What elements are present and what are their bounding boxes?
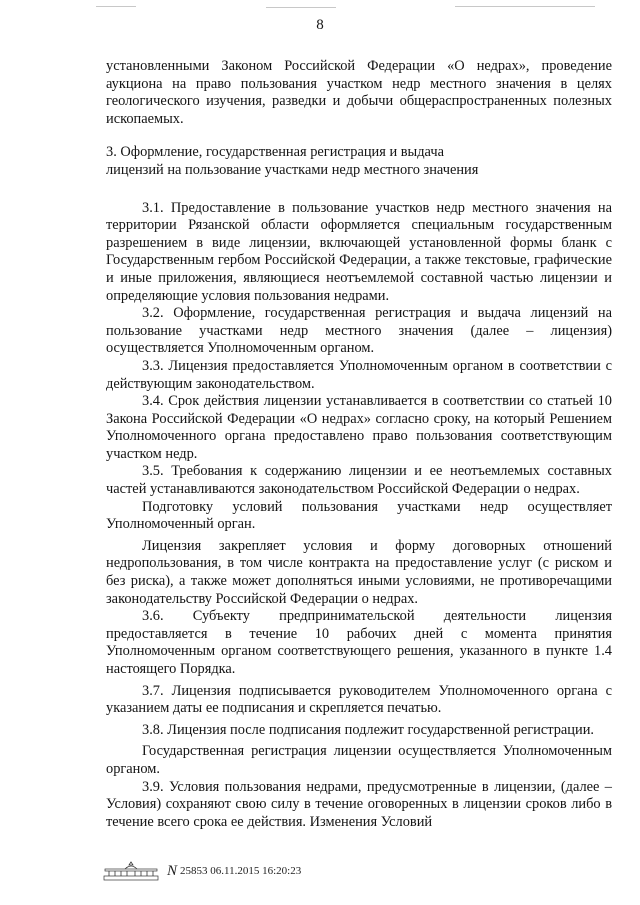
scan-artifact: [455, 6, 595, 7]
paragraph-3-3: 3.3. Лицензия предоставляется Уполномоченным органом в соответствии с действующим законодательством.: [106, 357, 612, 392]
scan-artifact: [96, 6, 136, 7]
paragraph-3-8: 3.8. Лицензия после подписания подлежит государственной регистрации.: [142, 721, 595, 738]
registration-number-sign: N: [167, 862, 178, 879]
paragraph-3-9: 3.9. Условия пользования недрами, предусмотренные в лицензии, (далее – Условия) сохраняют свою силу в течение оговоренных в лицензии сроков либо в течение всего срока ее действия. Изменения Условий: [106, 778, 612, 830]
paragraph-intro: установленными Законом Российской Федерации «О недрах», проведение аукциона на право пользования участком недр местного значения в целях геологического изучения, разведки и добычи общераспространенных полезных ископаемых.: [106, 58, 612, 127]
page-number: 8: [316, 17, 324, 33]
paragraph-3-7: 3.7. Лицензия подписывается руководителем Уполномоченного органа с указанием даты ее подписания и скрепляется печатью.: [106, 682, 612, 717]
section-heading-line-1: 3. Оформление, государственная регистрация и выдача: [106, 144, 444, 161]
paragraph-conditions-prep: Подготовку условий пользования участками недр осуществляет Уполномоченный орган.: [106, 498, 612, 533]
paragraph-3-4: 3.4. Срок действия лицензии устанавливается в соответствии со статьей 10 Закона Российской Федерации «О недрах» согласно сроку, на который Решением Уполномоченного органа предоставлено право пользования соответствующим участком недр.: [106, 393, 612, 462]
government-building-logo-icon: [103, 861, 159, 881]
document-body: [106, 58, 612, 831]
section-heading-line-2: лицензий на пользование участками недр местного значения: [106, 161, 479, 178]
paragraph-3-1: 3.1. Предоставление в пользование участков недр местного значения на территории Рязанской области оформляется специальным государственным разрешением в виде лицензии, включающей установленной формы бланк с Государственным гербом Российской Федерации, а также текстовые, графические и иные приложения, являющиеся неотъемлемой составной частью лицензии и определяющие условия пользования недрами.: [106, 199, 612, 304]
scan-artifact: [266, 7, 336, 8]
paragraph-registration: Государственная регистрация лицензии осуществляется Уполномоченным органом.: [106, 743, 612, 777]
paragraph-license-terms: Лицензия закрепляет условия и форму договорных отношений недропользования, в том числе контракта на предоставление услуг (с риском и без риска), а также может дополняться иными условиями, не противоречащими законодательству Российской Федерации о недрах.: [106, 537, 612, 607]
paragraph-3-6: 3.6. Субъекту предпринимательской деятельности лицензия предоставляется в течение 10 рабочих дней с момента принятия Уполномоченным органом соответствующего решения, указанного в пункте 1.4 настоящего Порядка.: [106, 608, 612, 677]
document-footer: [103, 860, 301, 882]
paragraph-3-2: 3.2. Оформление, государственная регистрация и выдача лицензий на пользование участками недр местного значения (далее – лицензия) осуществляется Уполномоченным органом.: [106, 305, 612, 357]
paragraph-3-5: 3.5. Требования к содержанию лицензии и ее неотъемлемых составных частей устанавливаются законодательством Российской Федерации о недрах.: [106, 463, 612, 498]
registration-stamp-text: 25853 06.11.2015 16:20:23: [180, 865, 302, 877]
